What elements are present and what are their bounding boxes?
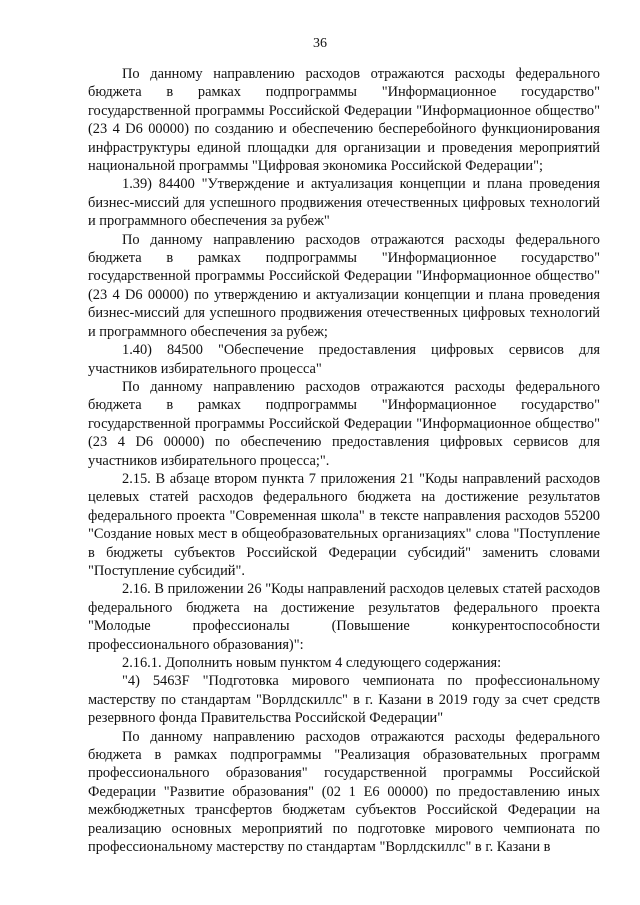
paragraph-8: 2.16.1. Дополнить новым пунктом 4 следующего содержания: bbox=[122, 655, 502, 671]
paragraph-2: 1.39) 84400 "Утверждение и актуализация концепции и плана проведения бизнес-миссий для успешного продвижения отечественных цифровых технологий и программного обеспечения за рубеж" bbox=[88, 176, 600, 230]
paragraph-4: 1.40) 84500 "Обеспечение предоставления цифровых сервисов для участников избирательного процесса" bbox=[88, 342, 600, 377]
paragraph-9: "4) 5463F "Подготовка мирового чемпионата по профессиональному мастерству по стандартам "Ворлдскиллс" в г. Казани в 2019 году за счет средств резервного фонда Правительства Российской Федерации" bbox=[88, 673, 600, 727]
paragraph-3: По данному направлению расходов отражаются расходы федерального бюджета в рамках подпрограммы "Информационное государство" государственной программы Российской Федерации "Информационное общество" (23 4 D6 00000) по утверждению и актуализации концепции и плана проведения бизнес-миссий для успешного продвижения отечественных цифровых технологий и программного обеспечения за рубеж; bbox=[88, 231, 600, 340]
paragraph-7: 2.16. В приложении 26 "Коды направлений расходов целевых статей расходов федерального бюджета на достижение результатов федерального проекта "Молодые профессионалы (Повышение конкурентоспособности профессионального образования)": bbox=[88, 581, 600, 653]
paragraph-1: По данному направлению расходов отражаются расходы федерального бюджета в рамках подпрограммы "Информационное государство" государственной программы Российской Федерации "Информационное общество" (23 4 D6 00000) по созданию и обеспечению бесперебойного функционирования инфраструктуры единой площадки для организации и проведения мероприятий национальной программы "Цифровая экономика Российской Федерации"; bbox=[88, 66, 600, 175]
document-body bbox=[88, 65, 600, 856]
paragraph-6: 2.15. В абзаце втором пункта 7 приложения 21 "Коды направлений расходов целевых статей расходов федерального бюджета на достижение результатов федерального проекта "Современная школа" в тексте направления расходов 55200 "Создание новых мест в общеобразовательных организациях" слова "Поступление в бюджеты субъектов Российской Федерации субсидий" заменить словами "Поступление субсидий". bbox=[88, 470, 600, 579]
page-number: 36 bbox=[313, 36, 327, 51]
paragraph-10: По данному направлению расходов отражаются расходы федерального бюджета в рамках подпрограммы "Реализация образовательных программ профессионального образования" государственной программы Российской Федерации "Развитие образования" (02 1 Е6 00000) по предоставлению иных межбюджетных трансфертов бюджетам субъектов Российской Федерации на реализацию основных мероприятий по подготовке мирового чемпионата по профессиональному мастерству по стандартам "Ворлдскиллс" в г. Казани в bbox=[88, 728, 600, 856]
paragraph-5: По данному направлению расходов отражаются расходы федерального бюджета в рамках подпрограммы "Информационное государство" государственной программы Российской Федерации "Информационное общество" (23 4 D6 00000) по обеспечению предоставления цифровых сервисов для участников избирательного процесса;". bbox=[88, 378, 600, 469]
